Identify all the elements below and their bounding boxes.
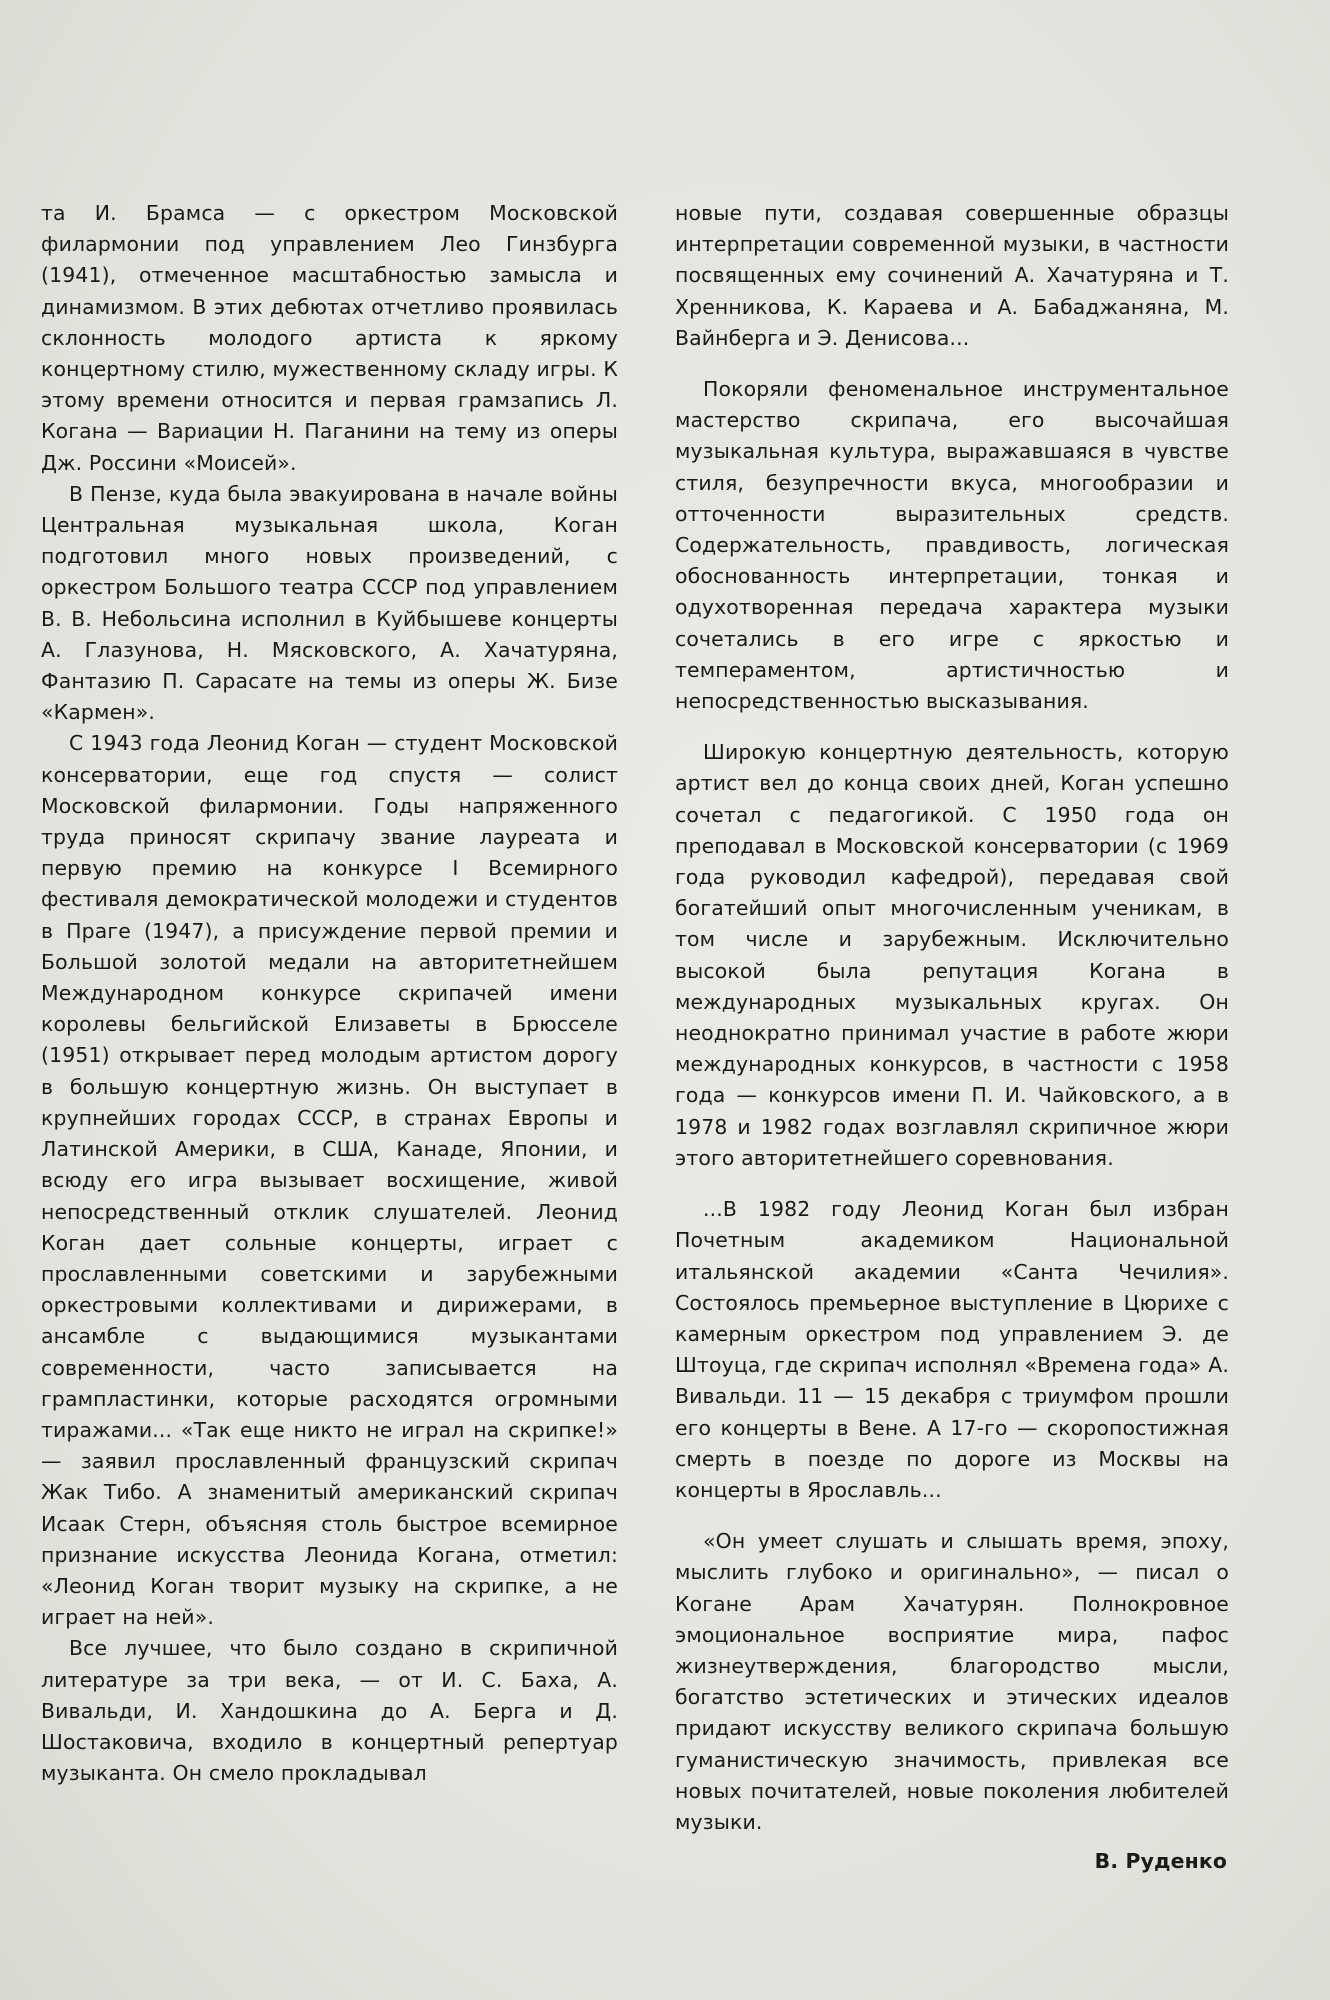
text-column-left <box>41 198 618 1789</box>
paragraph: та И. Брамса — с оркестром Московской филармонии под управлением Лео Гинзбурга (1941), отмеченное масштабностью замысла и динамизмом. В этих дебютах отчетливо проявилась склонность молодого артиста к яркому концертному стилю, мужественному складу игры. К этому времени относится и первая грамзапись Л. Когана — Вариации Н. Паганини на тему из оперы Дж. Россини «Моисей». <box>41 201 618 475</box>
author-signature: В. Руденко <box>1094 1849 1227 1874</box>
paragraph: С 1943 года Леонид Коган — студент Московской консерватории, еще год спустя — солист Московской филармонии. Годы напряженного труда приносят скрипачу звание лауреата и первую премию на конкурсе I Всемирного фестиваля демократической молодежи и студентов в Праге (1947), а присуждение первой премии и Большой золотой медали на авторитетнейшем Международном конкурсе скрипачей имени королевы бельгийской Елизаветы в Брюсселе (1951) открывает перед молодым артистом дорогу в большую концертную жизнь. Он выступает в крупнейших городах СССР, в странах Европы и Латинской Америки, в США, Канаде, Японии, и всюду его игра вызывает восхищение, живой непосредственный отклик слушателей. Леонид Коган дает сольные концерты, играет с прославленными советскими и зарубежными оркестровыми коллективами и дирижерами, в ансамбле с выдающимися музыкантами современности, часто записывается на грампластинки, которые расходятся огромными тиражами... «Так еще никто не играл на скрипке!» — заявил прославленный французский скрипач Жак Тибо. А знаменитый американский скрипач Исаак Стерн, объясняя столь быстрое всемирное признание искусства Леонида Когана, отметил: «Леонид Коган творит музыку на скрипке, а не играет на ней». <box>41 731 618 1630</box>
paragraph: Покоряли феноменальное инструментальное мастерство скрипача, его высочайшая музыкальная культура, выражавшаяся в чувстве стиля, безупречности вкуса, многообразии и отточенности выразительных средств. Содержательность, правдивость, логическая обоснованность интерпретации, тонкая и одухотворенная передача характера музыки сочетались в его игре с яркостью и темпераментом, артистичностью и непосредственностью высказывания. <box>675 377 1229 714</box>
paragraph: В Пензе, куда была эвакуирована в начале войны Центральная музыкальная школа, Коган подготовил много новых произведений, с оркестром Большого театра СССР под управлением В. В. Небольсина исполнил в Куйбышеве концерты А. Глазунова, Н. Мясковского, А. Хачатуряна, Фантазию П. Сарасате на темы из оперы Ж. Бизе «Кармен». <box>41 481 618 725</box>
paragraph: Широкую концертную деятельность, которую артист вел до конца своих дней, Коган успешно сочетал с педагогикой. С 1950 года он преподавал в Московской консерватории (с 1969 года руководил кафедрой), передавая свой богатейший опыт многочисленным ученикам, в том числе и зарубежным. Исключительно высокой была репутация Когана в международных музыкальных кругах. Он неоднократно принимал участие в работе жюри международных конкурсов, в частности с 1958 года — конкурсов имени П. И. Чайковского, а в 1978 и 1982 годах возглавлял скрипичное жюри этого авторитетнейшего соревнования. <box>675 740 1229 1170</box>
paragraph: Все лучшее, что было создано в скрипичной литературе за три века, — от И. С. Баха, А. Вивальди, И. Хандошкина до А. Берга и Д. Шостаковича, входило в концертный репертуар музыканта. Он смело прокладывал <box>41 1636 618 1786</box>
text-column-right <box>675 198 1229 1877</box>
paragraph: «Он умеет слушать и слышать время, эпоху, мыслить глубоко и оригинально», — писал о Когане Арам Хачатурян. Полнокровное эмоциональное восприятие мира, пафос жизнеутверждения, благородство мысли, богатство эстетических и этических идеалов придают искусству великого скрипача большую гуманистическую значимость, привлекая все новых почитателей, новые поколения любителей музыки. <box>675 1529 1229 1834</box>
paragraph: новые пути, создавая совершенные образцы интерпретации современной музыки, в частности посвященных ему сочинений А. Хачатуряна и Т. Хренникова, К. Караева и А. Бабаджаняна, М. Вайнберга и Э. Денисова... <box>675 201 1229 350</box>
paragraph: ...В 1982 году Леонид Коган был избран Почетным академиком Национальной итальянской академии «Санта Чечилия». Состоялось премьерное выступление в Цюрихе с камерным оркестром под управлением Э. де Штоуца, где скрипач исполнял «Времена года» А. Вивальди. 11 — 15 декабря с триумфом прошли его концерты в Вене. А 17-го — скоропостижная смерть в поезде по дороге из Москвы на концерты в Ярославль... <box>675 1197 1229 1502</box>
